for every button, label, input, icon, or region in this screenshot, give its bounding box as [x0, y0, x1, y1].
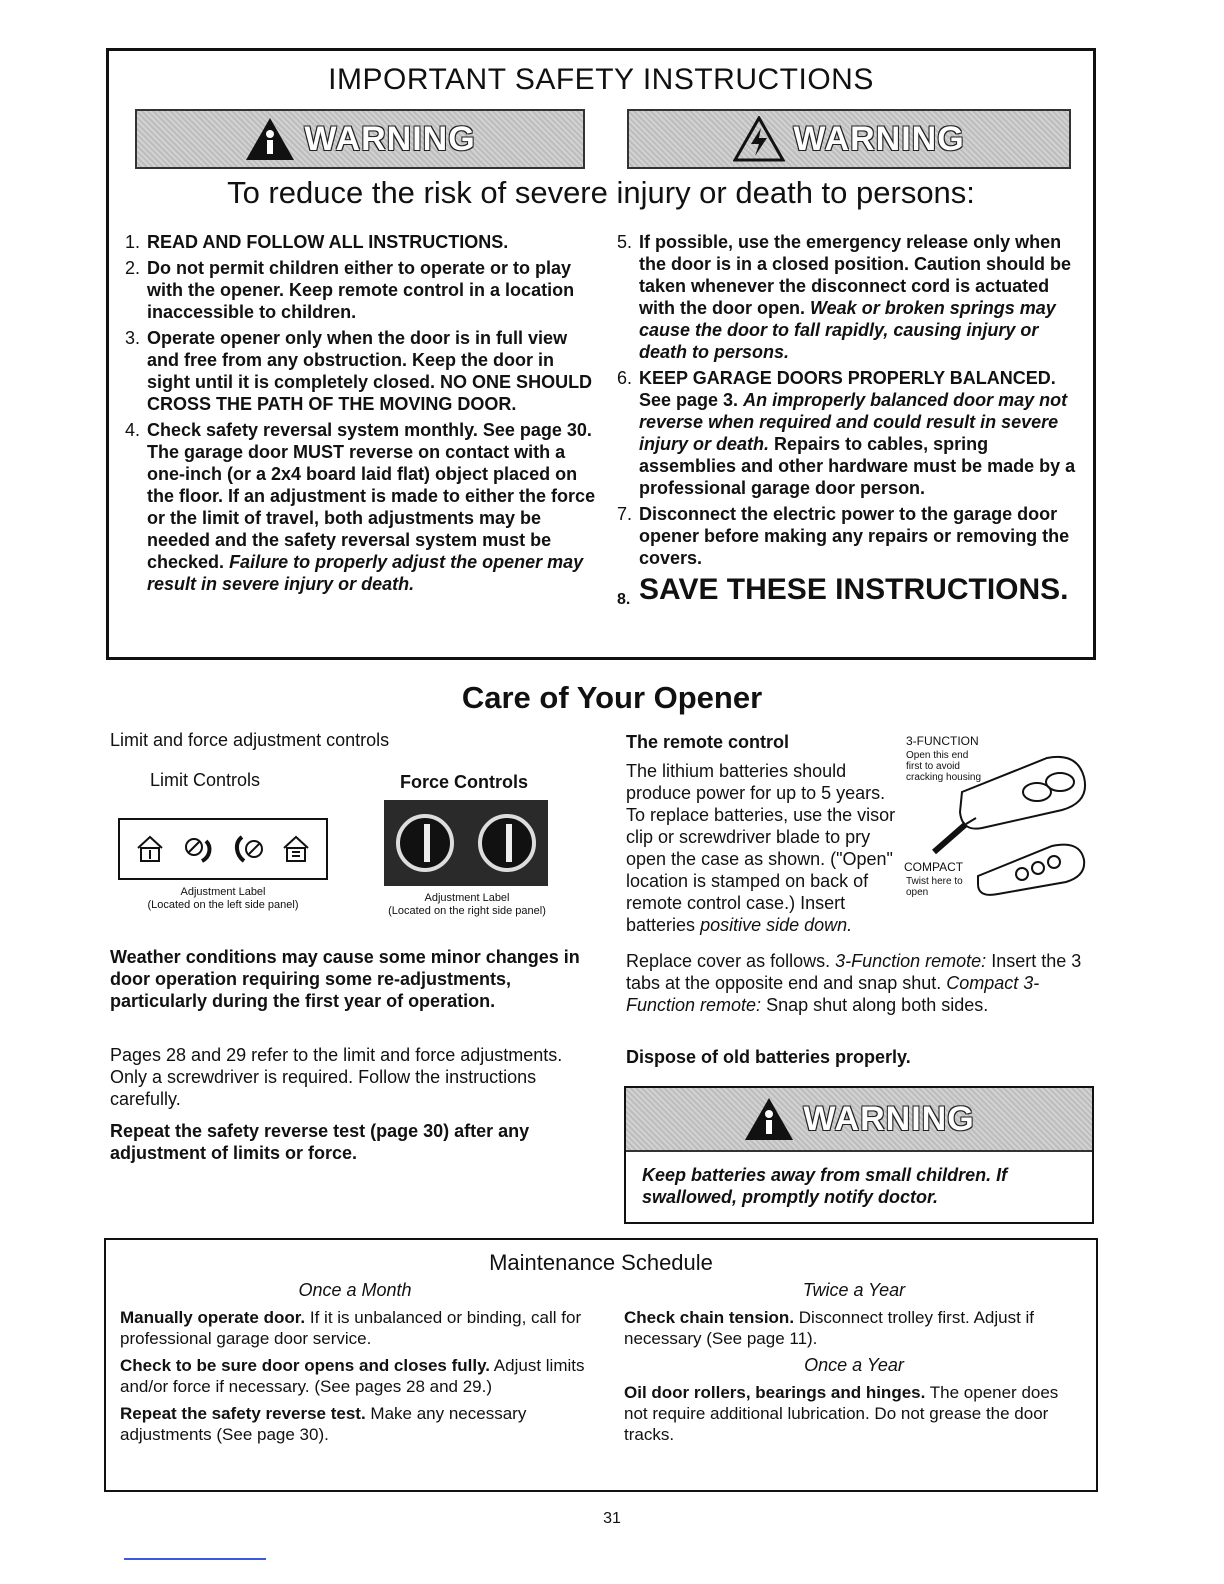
adjust-heading: Limit and force adjustment controls	[110, 730, 390, 750]
garage-down-icon	[135, 834, 165, 864]
care-title: Care of Your Opener	[461, 680, 763, 715]
risk-headline: To reduce the risk of severe injury or death to persons:	[227, 175, 975, 210]
remote-compact-icon	[972, 840, 1088, 898]
monthly-item-3: Repeat the safety reverse test. Make any necessary adjustments (See page 30).	[120, 1404, 527, 1444]
force-controls-label: Force Controls	[400, 772, 529, 792]
force-dial-down-icon	[396, 814, 454, 872]
remote-diagram	[902, 732, 1092, 912]
yearly-heading: Once a Year	[804, 1355, 904, 1375]
limit-screw-up-icon	[232, 833, 264, 865]
weather-note: Weather conditions may cause some minor changes in door operation requiring some re-adjustments, particularly during the first year of operation.	[110, 947, 580, 1011]
battery-warning-label: WARNING	[803, 1099, 975, 1138]
safety-item-1: 1. READ AND FOLLOW ALL INSTRUCTIONS.	[125, 232, 509, 252]
diagram-twist-note: Twist here to open	[906, 876, 963, 898]
battery-warning-banner	[626, 1088, 1092, 1152]
warning-banner-left	[135, 109, 585, 169]
footer-rule	[124, 1558, 266, 1560]
electric-hazard-icon	[733, 116, 785, 162]
force-caption: Adjustment Label (Located on the right side panel)	[388, 892, 546, 917]
remote-heading: The remote control	[626, 732, 790, 752]
safety-item-2: 2. Do not permit children either to operate or to play with the opener. Keep remote control in a location inaccessible to children.	[125, 258, 575, 322]
remote-text: The lithium batteries should produce power for up to 5 years. To replace batteries, use the visor clip or screwdriver blade to pry open the case as shown. ("Open" location is stamped on back of remote control case.) Insert batteries positive side down.	[626, 761, 896, 935]
limit-caption: Adjustment Label (Located on the left side panel)	[147, 886, 299, 911]
page-number: 31	[603, 1510, 621, 1527]
repeat-note: Repeat the safety reverse test (page 30) after any adjustment of limits or force.	[110, 1121, 530, 1163]
warning-label-right: WARNING	[793, 119, 965, 158]
safety-item-3: 3. Operate opener only when the door is in full view and free from any obstruction. Keep the door in sight until it is completely closed. NO ONE SHOULD CROSS THE PATH OF THE MOVING DOOR.	[125, 328, 593, 414]
safety-instructions-box	[106, 48, 1096, 660]
dispose-note: Dispose of old batteries properly.	[626, 1047, 911, 1067]
safety-right-column	[617, 231, 1087, 611]
force-dial-up-icon	[478, 814, 536, 872]
twice-item-1: Check chain tension. Disconnect trolley first. Adjust if necessary (See page 11).	[624, 1308, 1035, 1348]
maintenance-schedule-box	[104, 1238, 1098, 1492]
monthly-item-2: Check to be sure door opens and closes fully. Adjust limits and/or force if necessary. (See pages 28 and 29.)	[120, 1356, 585, 1396]
battery-warning-box	[624, 1086, 1094, 1224]
monthly-item-1: Manually operate door. If it is unbalanced or binding, call for professional garage door service.	[120, 1308, 582, 1348]
safety-item-4: 4. Check safety reversal system monthly. See page 30. The garage door MUST reverse on contact with a one-inch (or a 2x4 board laid flat) object placed on the floor. If an adjustment is made to either the force or the limit of travel, both adjustments may be needed and the safety reversal system must be checked. Failure to properly adjust the opener may result in severe injury or death.	[125, 420, 596, 594]
yearly-item-1: Oil door rollers, bearings and hinges. The opener does not require additional lubrication. Do not grease the door tracks.	[624, 1383, 1059, 1444]
safety-item-5: 5. If possible, use the emergency release only when the door is in a closed position. Caution should be taken whenever the disconnect cord is actuated with the door open. Weak or broken springs may cause the door to fall rapidly, causing injury or death to persons.	[617, 232, 1072, 362]
warning-label-left: WARNING	[304, 119, 476, 158]
diagram-open-note: Open this end first to avoid cracking housing	[906, 750, 982, 783]
warning-person-icon	[244, 116, 296, 162]
maintenance-monthly-column	[120, 1280, 590, 1451]
warning-banner-right	[627, 109, 1071, 169]
safety-item-6: 6. KEEP GARAGE DOORS PROPERLY BALANCED. See page 3. An improperly balanced door may not reverse when required and could result in severe injury or death. Repairs to cables, spring assemblies and other hardware must be made by a professional garage door person.	[617, 368, 1076, 498]
limit-screw-down-icon	[182, 833, 214, 865]
twice-heading: Twice a Year	[802, 1280, 906, 1300]
save-instructions: 8. SAVE THESE INSTRUCTIONS.	[617, 573, 1069, 608]
maintenance-periodic-column	[624, 1280, 1084, 1451]
safety-left-column	[125, 231, 599, 599]
limit-adjustment-label	[118, 818, 328, 880]
warning-person-icon	[743, 1096, 795, 1142]
safety-title: IMPORTANT SAFETY INSTRUCTIONS	[328, 63, 874, 96]
monthly-heading: Once a Month	[298, 1280, 412, 1300]
force-adjustment-label	[384, 800, 548, 886]
maintenance-title: Maintenance Schedule	[489, 1250, 713, 1275]
pages-note: Pages 28 and 29 refer to the limit and force adjustments. Only a screwdriver is required. Follow the instructions carefully.	[110, 1045, 563, 1109]
battery-warning-text: Keep batteries away from small children. If swallowed, promptly notify doctor.	[642, 1165, 1008, 1207]
limit-controls-label: Limit Controls	[150, 770, 261, 790]
garage-up-icon	[281, 834, 311, 864]
diagram-compact-label: COMPACT	[904, 860, 964, 874]
replace-cover-text: Replace cover as follows. 3-Function remote: Insert the 3 tabs at the opposite end and snap shut. Compact 3-Function remote: Snap shut along both sides.	[626, 951, 1082, 1015]
diagram-3function-label: 3-FUNCTION	[906, 734, 979, 748]
safety-item-7: 7. Disconnect the electric power to the garage door opener before making any repairs or removing the covers.	[617, 504, 1070, 568]
